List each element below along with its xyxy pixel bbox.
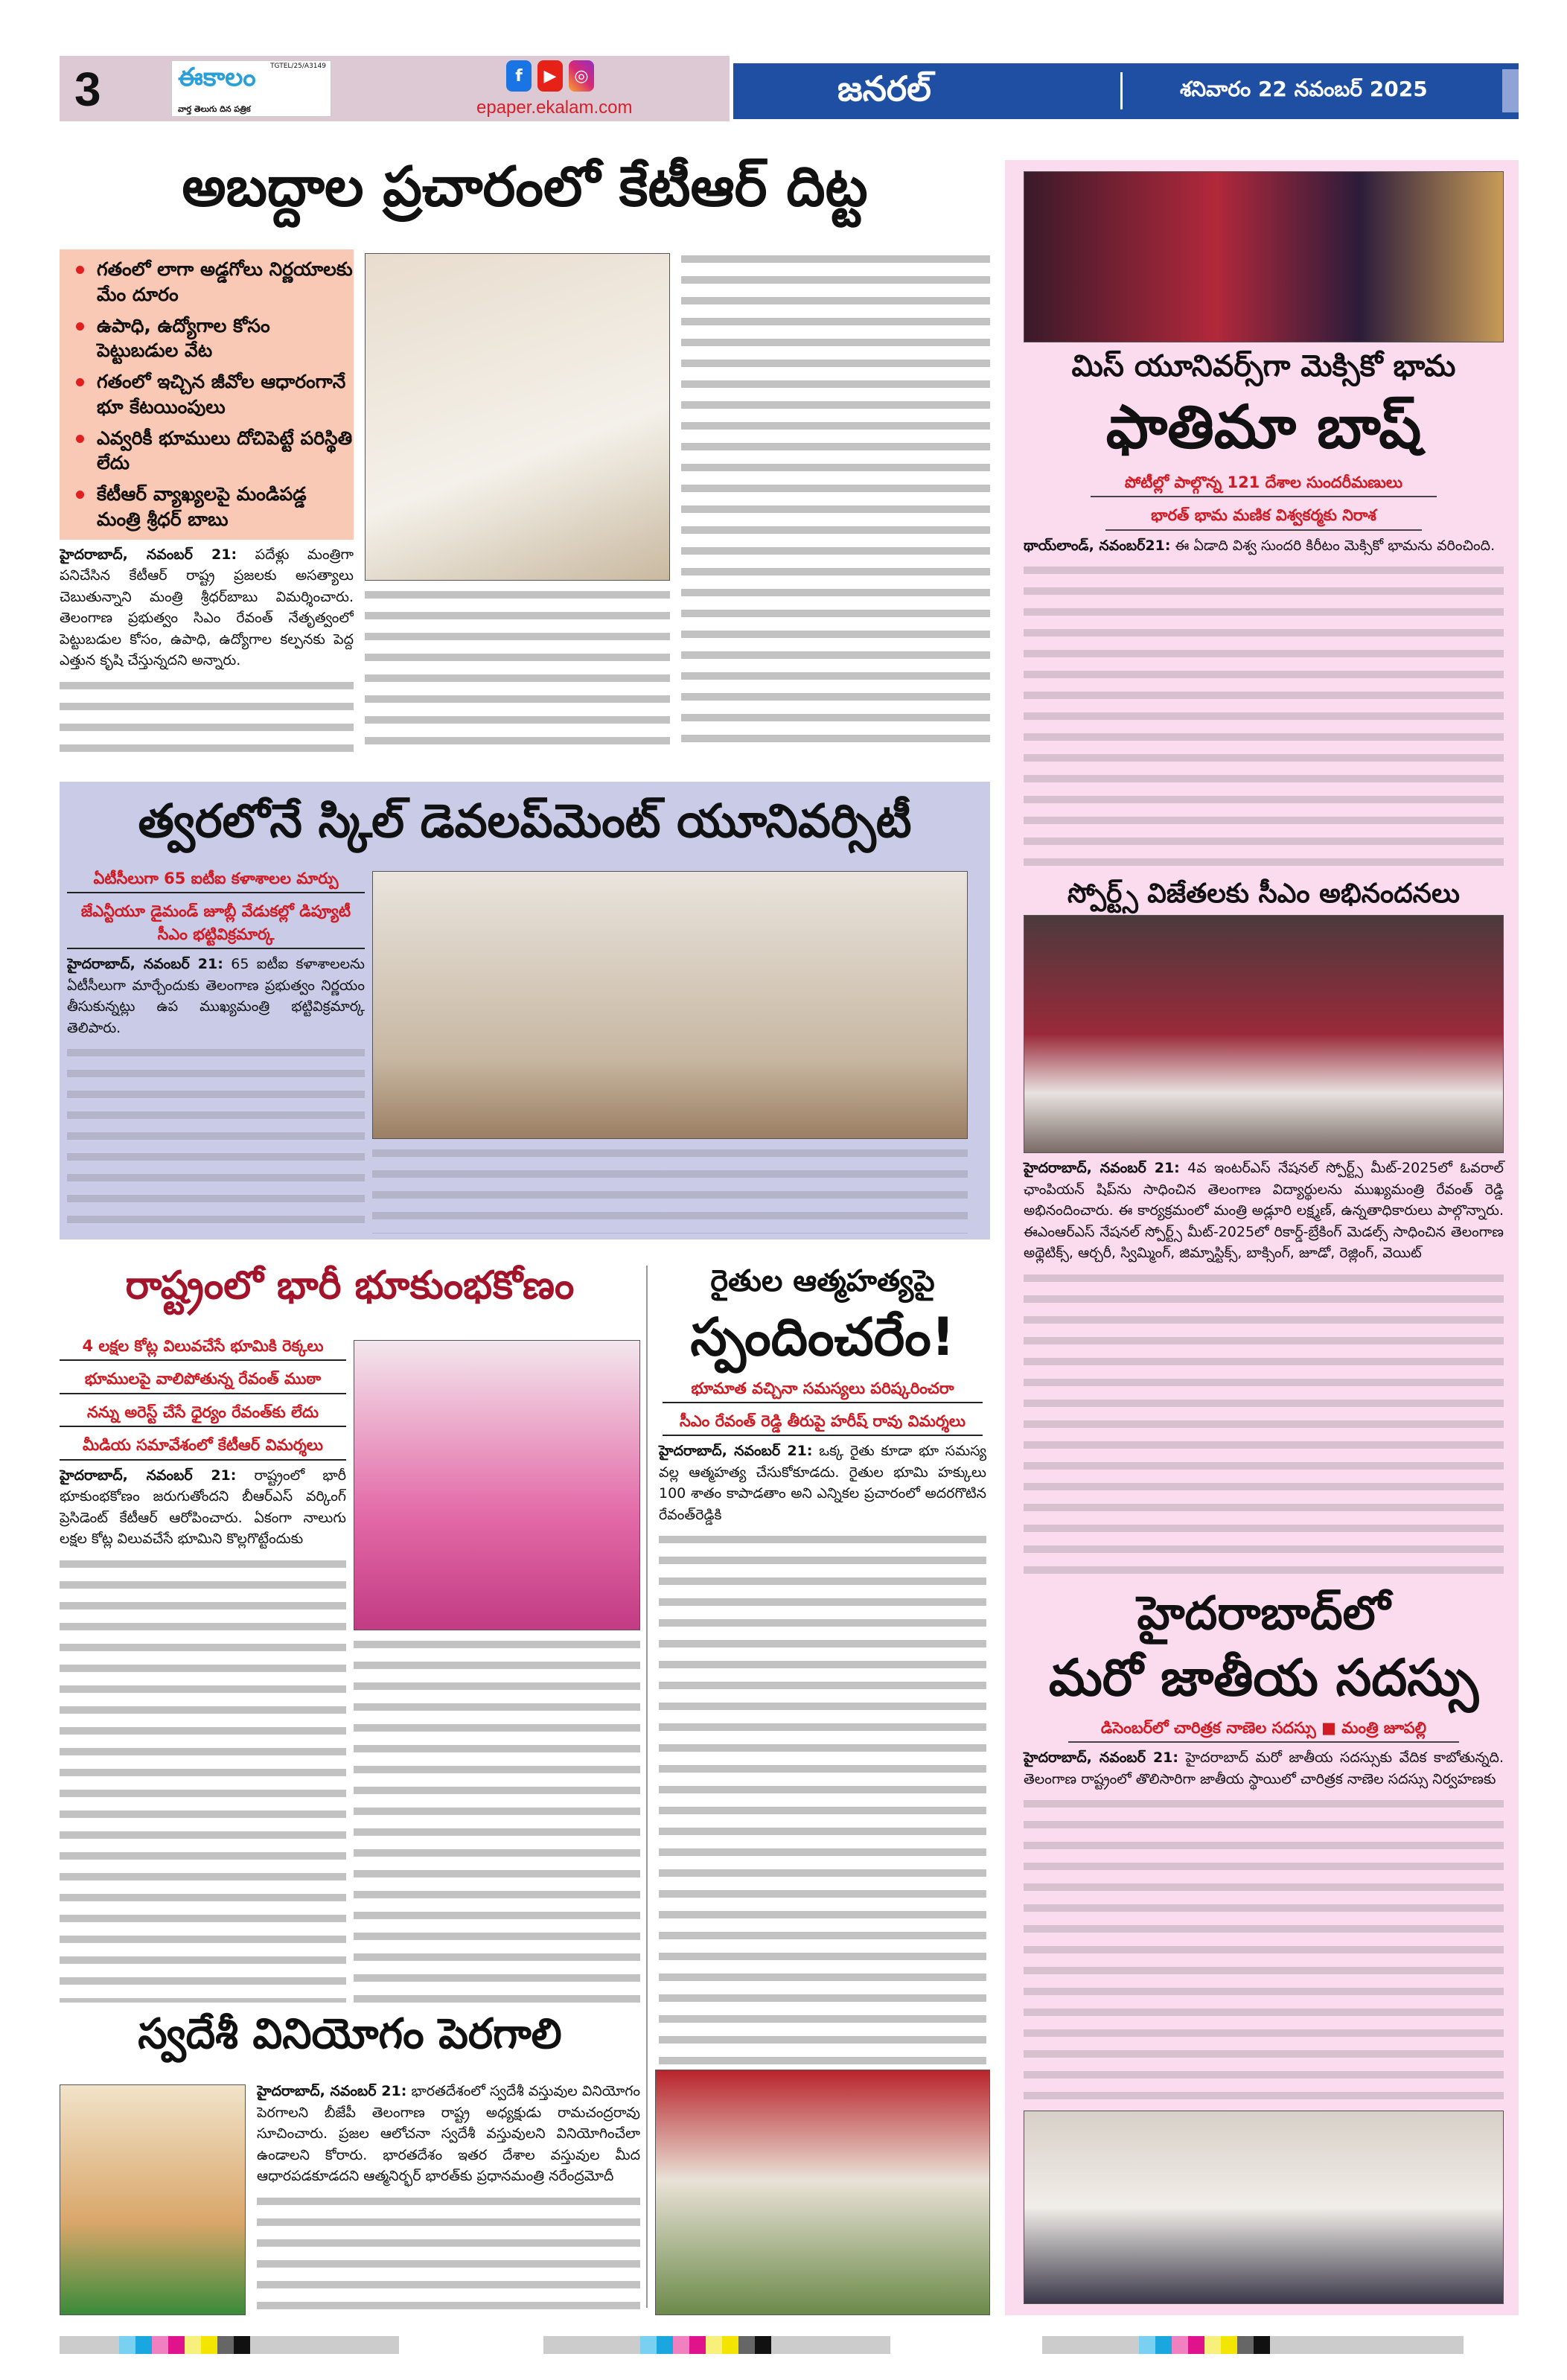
landscam-left-column <box>60 1333 346 2003</box>
highlight: గతంలో ఇచ్చిన జీవోల ఆధారంగానే భూ కేటయింపులు <box>60 366 354 423</box>
logo <box>171 60 331 117</box>
article-text: 4వ ఇంటర్‌ఎస్ నేషనల్ స్పోర్ట్స్ మీట్-2025లో ఓవరాల్ ఛాంపియన్ షిప్‌ను సాధించిన తెలంగాణ విద్యార్థులను ముఖ్యమంత్రి రేవంత్ రెడ్డి అభినందించారు. ఈ కార్యక్రమంలో మంత్రి అడ్లూరి లక్ష్మణ్, ఉన్నతాధికారులు పాల్గొన్నారు. ఈఎంఆర్ఎస్ నేషనల్ స్పోర్ట్స్ మీట్-2025లో రికార్డ్-బ్రేకింగ్ మెడల్స్ సాధించిన తెలంగాణ అథ్లెటిక్స్, ఆర్చరీ, స్విమ్మింగ్, జిమ్నాస్టిక్స్, బాక్సింగ్, జూడో, రెజ్లింగ్, వెయిట్ <box>1024 1160 1504 1262</box>
bar-edge <box>1502 69 1519 112</box>
right-column <box>1005 160 1519 2315</box>
lead-body <box>60 544 354 671</box>
dateline: హైదరాబాద్, నవంబర్ 21: <box>60 546 237 563</box>
sports-body <box>1024 1158 1504 1264</box>
body-text-continued <box>257 2192 640 2316</box>
subheading: భూములపై వాలిపోతున్న రేవంత్ ముఠా <box>60 1365 346 1394</box>
article-text: 65 ఐటీఐ కళాశాలలను ఏటీసీలుగా మార్చేందుకు తెలంగాణ ప్రభుత్వం నిర్ణయం తీసుకున్నట్లు ఉప ముఖ్యమంత్రి భట్టివిక్రమార్క తెలిపారు. <box>67 956 365 1036</box>
subheading: జేఎన్టీయూ డైమండ్ జూబ్లీ వేడుకల్లో డిప్యూటీ సీఎం భట్టివిక్రమార్క <box>67 898 365 949</box>
body-text-continued <box>365 585 670 756</box>
subheading: పోటీల్లో పాల్గొన్న 121 దేశాల సుందరీమణులు <box>1091 469 1437 497</box>
farmers-photo <box>655 2070 990 2315</box>
article-text: ఒక్క రైతు కూడా భూ సమస్య వల్ల ఆత్మహత్య చేసుకోకూడదు. రైతుల భూమి హక్కులు 100 శాతం కాపాడతాం అని ఎన్నికల ప్రచారంలో అదరగొటిన రేవంత్‌రెడ్డికి <box>659 1443 987 1523</box>
body-text-continued <box>354 1635 640 2003</box>
sports-headline: స్పోర్ట్స్ విజేతలకు సీఎం అభినందనలు <box>1067 878 1460 910</box>
skill-photo <box>372 871 968 1139</box>
landscam-body <box>60 1465 346 1550</box>
divider <box>1120 72 1123 109</box>
swadeshi-body <box>257 2081 640 2187</box>
article-text: పదేళ్లు మంత్రిగా పనిచేసిన కేటీఆర్ రాష్ట్ర ప్రజలకు అసత్యాలు చెబుతున్నాని మంత్రి శ్రీధర్‌బాబు విమర్శించారు. తెలంగాణ ప్రభుత్వం సిఎం రేవంత్ నేతృత్వంలో పెట్టుబడుల కోసం, ఉపాధి, ఉద్యోగాల కల్పనకు పెద్ద ఎత్తున కృషి చేస్తున్నదని అన్నారు. <box>60 546 354 669</box>
lead-photo <box>365 253 670 581</box>
youtube-icon[interactable]: ▶ <box>537 60 563 92</box>
website-link[interactable]: epaper.ekalam.com <box>476 98 633 118</box>
lead-highlights <box>60 249 354 540</box>
registration-marks <box>543 2336 890 2354</box>
summit-body <box>1024 1747 1504 1790</box>
farmers-kicker: రైతుల ఆత్మహత్యపై <box>710 1264 935 1298</box>
body-text-continued <box>67 1043 365 1234</box>
missuniverse-body <box>1024 535 1504 557</box>
subheading: 4 లక్షల కోట్ల విలువచేసే భూమికి రెక్కలు <box>60 1333 346 1361</box>
dateline: హైదరాబాద్, నవంబర్ 21: <box>1024 1160 1180 1177</box>
article-text: హైదరాబాద్ మరో జాతీయ సదస్సుకు వేదిక కాబోతున్నది. తెలంగాణ రాష్ట్రంలో తొలిసారిగా జాతీయ స్థాయిలో చారిత్రక నాణెల సదస్సు నిర్వహణకు <box>1024 1749 1504 1787</box>
lead-left-column <box>60 249 354 756</box>
masthead <box>60 56 730 121</box>
farmers-story <box>655 1262 990 2315</box>
issue-date: శనివారం 22 నవంబర్ 2025 <box>1180 77 1428 101</box>
body-text-continued <box>60 676 354 756</box>
missuniverse-headline: ఫాతిమా బాష్ <box>1105 392 1422 462</box>
registration-marks <box>60 2336 399 2354</box>
lead-headline: అబద్దాల ప్రచారంలో కేటీఆర్ దిట్ట <box>182 155 868 219</box>
skill-headline: త్వరలోనే స్కిల్ డెవలప్‌మెంట్ యూనివర్సిటీ <box>138 794 912 848</box>
facebook-icon[interactable]: f <box>506 60 532 92</box>
body-text-continued <box>681 249 990 756</box>
dateline: హైదరాబాద్, నవంబర్ 21: <box>659 1443 813 1460</box>
skill-right-column <box>372 871 968 1234</box>
section-title: జనరల్ <box>837 68 931 109</box>
body-text-continued <box>60 1554 346 2003</box>
sports-photo <box>1024 915 1504 1153</box>
subheading: భారత్ భామ మణిక విశ్వకర్మకు నిరాశ <box>1105 502 1422 530</box>
column-rule <box>646 1266 648 2308</box>
article-text: ఈ ఏడాది విశ్వ సుందరి కిరీటం మెక్సికో భామను వరించింది. <box>1175 537 1496 554</box>
missuniverse-kicker: మిస్ యూనివర్స్‌గా మెక్సికో భామ <box>1071 349 1456 383</box>
section-bar <box>733 63 1519 119</box>
highlight: కేటీఆర్ వ్యాఖ్యలపై మండిపడ్డ మంత్రి శ్రీధర్ బాబు <box>60 479 354 535</box>
highlight: ఎవ్వరికీ భూములు దోచిపెట్టే పరిస్థితి లేదు <box>60 423 354 479</box>
subheading: సీఎం రేవంత్ రెడ్డి తీరుపై హరీష్ రావు విమర్శలు <box>663 1408 983 1436</box>
instagram-icon[interactable]: ◎ <box>569 60 594 92</box>
dateline: హైదరాబాద్, నవంబర్ 21: <box>257 2083 407 2099</box>
article-text: భారతదేశంలో స్వదేశీ వస్తువుల వినియోగం పెరగాలని బీజేపీ తెలంగాణ రాష్ట్ర అధ్యక్షుడు రామచంద్రరావు సూచించారు. ప్రజల ఆలోచనా స్వదేశీ వస్తువులని వినియోగించేలా ఉండాలని కోరారు. భారతదేశం ఇతర దేశాల వస్తువుల మీద ఆధారపడకూడదని ఆత్మనిర్భర్ భారత్‌కు ప్రధానమంత్రి నరేంద్రమోదీ <box>257 2083 640 2184</box>
skill-body <box>67 954 365 1039</box>
summit-kicker: హైదరాబాద్‌లో <box>1137 1586 1391 1641</box>
landscam-headline: రాష్ట్రంలో భారీ భూకుంభకోణం <box>125 1263 575 1308</box>
summit-headline: మరో జాతీయ సదస్సు <box>1048 1648 1479 1708</box>
skill-left-column <box>67 865 365 1234</box>
swadeshi-photo <box>60 2084 246 2315</box>
body-text-continued <box>659 1530 986 2065</box>
summit-photo <box>1024 2111 1504 2304</box>
body-text-continued <box>1024 1269 1504 1580</box>
registration-marks <box>1042 2336 1464 2354</box>
dateline: థాయ్‌లాండ్, నవంబర్21: <box>1024 537 1171 554</box>
swadeshi-column <box>257 2081 640 2315</box>
swadeshi-headline: స్వదేశీ వినియోగం పెరగాలి <box>138 2010 562 2058</box>
body-text-continued <box>1024 561 1504 872</box>
dateline: హైదరాబాద్, నవంబర్ 21: <box>60 1467 237 1484</box>
page-number: 3 <box>74 63 101 116</box>
body-text-continued <box>372 1143 968 1234</box>
missuniverse-photo <box>1024 171 1504 342</box>
logo-tagline: వార్త తెలుగు దిన పత్రిక <box>178 103 251 114</box>
subheading: డిసెంబర్‌లో చారిత్రక నాణెల సదస్సు ■ మంత్రి జూపల్లి <box>1068 1714 1459 1743</box>
highlight: ఉపాధి, ఉద్యోగాల కోసం పెట్టుబడుల వేట <box>60 310 354 367</box>
farmers-headline: స్పందించరేం! <box>690 1307 955 1368</box>
landscam-photo <box>354 1340 640 1630</box>
subheading: నన్ను అరెస్ట్ చేసే ధైర్యం రేవంత్‌కు లేదు <box>60 1399 346 1427</box>
subheading: భూమాత వచ్చినా సమస్యలు పరిష్కరించరా <box>663 1375 983 1403</box>
article-text: రాష్ట్రంలో భారీ భూకుంభకోణం జరుగుతోందని బీఆర్ఎస్ వర్కింగ్ ప్రెసిడెంట్ కేటీఆర్ ఆరోపించారు. ఏకంగా నాలుగు లక్షల కోట్ల విలువచేసే భూమిని కొల్లగొట్టేందుకు <box>60 1467 346 1548</box>
dateline: హైదరాబాద్, నవంబర్ 21: <box>1024 1749 1178 1767</box>
subheading: మీడియ సమావేశంలో కేటీఆర్ విమర్శలు <box>60 1432 346 1460</box>
dateline: హైదరాబాద్, నవంబర్ 21: <box>67 956 223 973</box>
subheading: ఏటీసీలుగా 65 ఐటీఐ కళాశాలల మార్పు <box>67 865 365 893</box>
lead-middle-column <box>365 253 670 756</box>
farmers-body <box>655 1441 990 1525</box>
logo-text: ఈకాలం <box>178 63 256 92</box>
logo-reg: TGTEL/25/A3149 <box>270 63 326 70</box>
landscam-right-column <box>354 1340 640 2003</box>
highlight: గతంలో లాగా అడ్డగోలు నిర్ణయాలకు మేం దూరం <box>60 254 354 310</box>
body-text-continued <box>1024 1794 1504 2106</box>
skill-story <box>60 782 990 1240</box>
